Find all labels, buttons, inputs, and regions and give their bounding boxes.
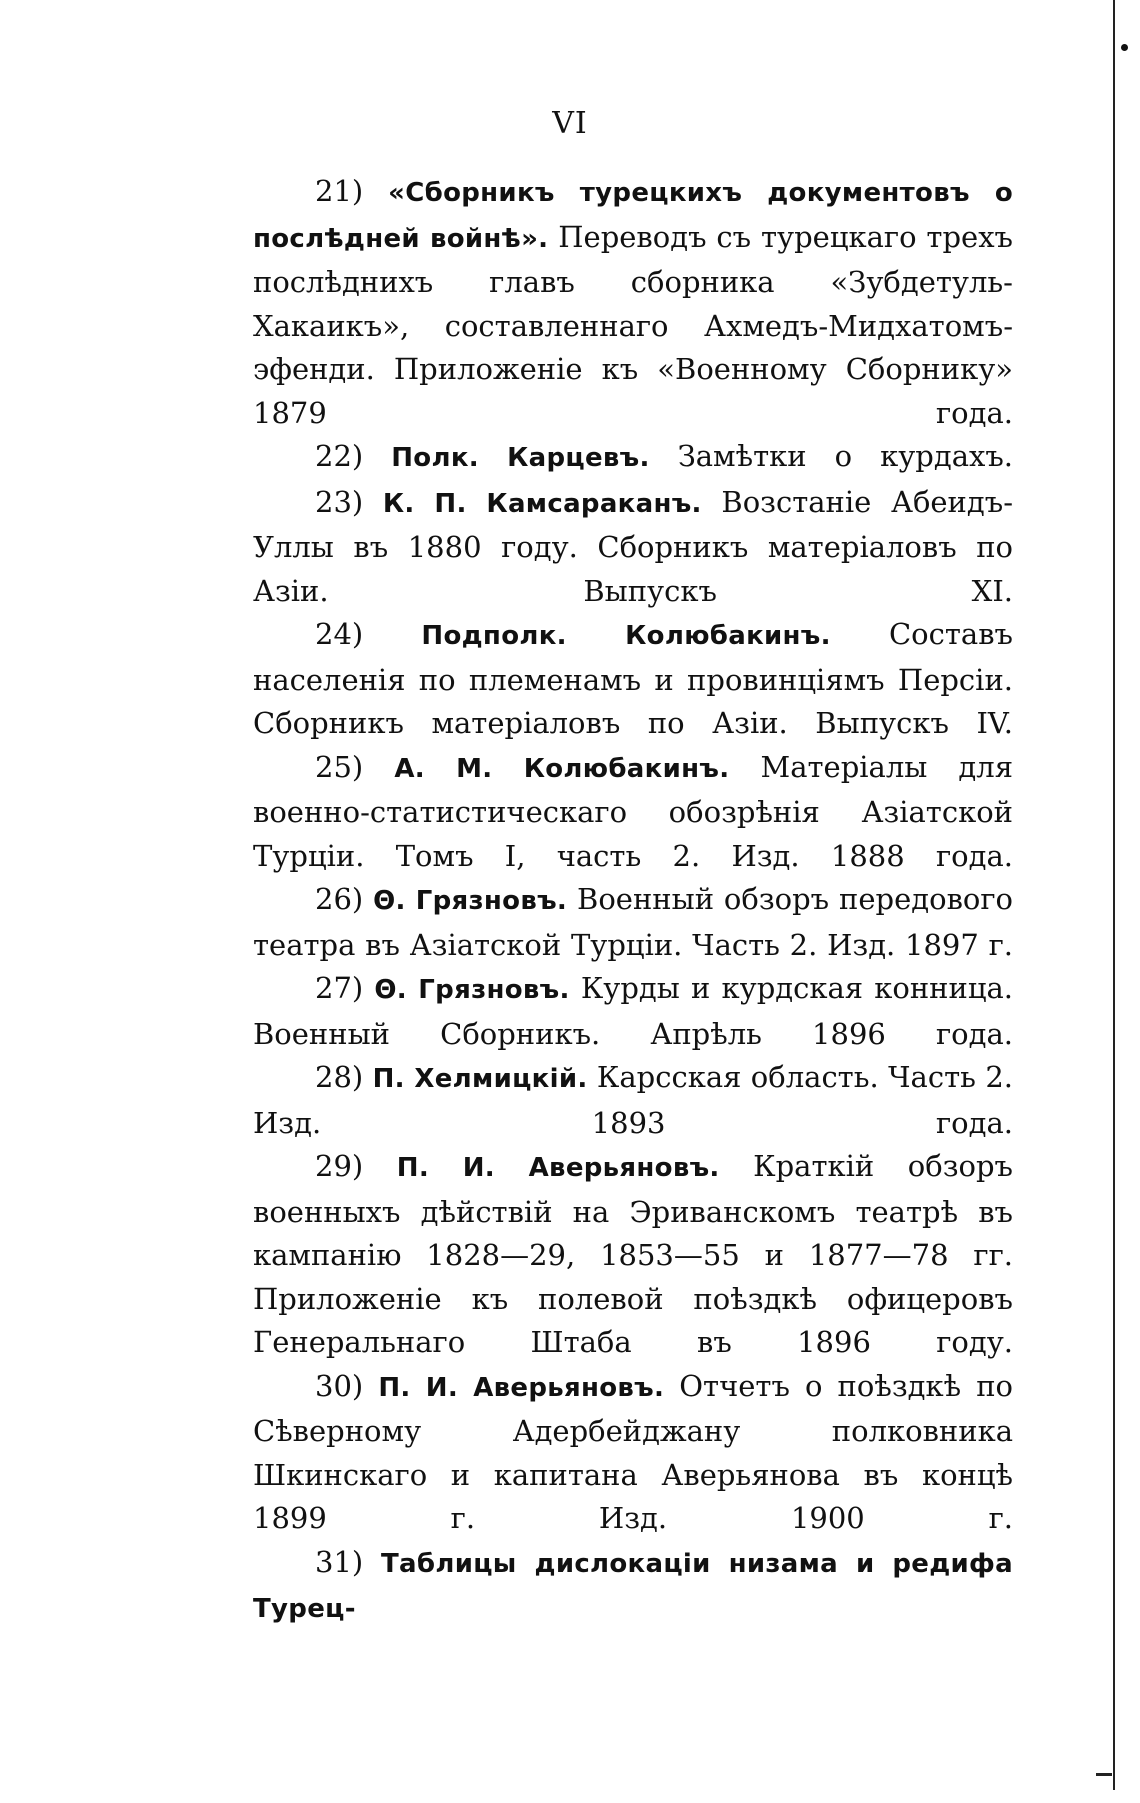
list-item <box>253 878 1013 967</box>
entry-author: Полк. Карцевъ. <box>391 443 650 473</box>
ink-dot <box>1121 44 1128 51</box>
entry-number: 27) <box>315 971 364 1005</box>
entry-text: Военный обзоръ передового театра въ Азiатской Турцiи. Часть 2. Изд. 1897 г. <box>253 882 1014 962</box>
list-item <box>253 170 1013 435</box>
list-item <box>253 1541 1013 1632</box>
entry-number: 28) <box>315 1060 364 1094</box>
entry-author: Θ. Грязновъ. <box>374 975 570 1005</box>
entry-text: Переводъ съ турецкаго трехъ послѣднихъ главъ сборника «Зубдетуль-Хакаикъ», составленнаго Ахмедъ-Мидхатомъ-эфенди. Приложенiе къ «Военному Сборнику» 1879 года. <box>253 219 1013 430</box>
corner-mark <box>1096 1773 1112 1776</box>
entry-number: 26) <box>315 882 364 916</box>
entry-number: 31) <box>315 1544 364 1579</box>
list-item <box>253 481 1013 614</box>
list-item <box>253 1056 1013 1145</box>
entry-text: Матерiалы для военно-статистическаго обозрѣнiя Азiатской Турцiи. Томъ I, часть 2. Изд. 1888 года. <box>253 749 1013 873</box>
list-item <box>253 1145 1013 1365</box>
entry-number: 22) <box>315 439 364 473</box>
entry-number: 25) <box>315 749 364 784</box>
entry-text: Возстанiе Абеидъ-Уллы въ 1880 году. Сборникъ матерiаловъ по Азiи. Выпускъ XI. <box>253 484 1013 608</box>
entry-text: Замѣтки о курдахъ. <box>649 439 1014 473</box>
page-edge-line <box>1113 0 1115 1790</box>
entry-number: 23) <box>315 484 364 519</box>
entry-author: А. М. Колюбакинъ. <box>394 753 730 784</box>
entry-author: П. Хелмицкiй. <box>372 1064 588 1094</box>
entry-number: 21) <box>315 174 364 208</box>
entry-number: 30) <box>315 1368 364 1403</box>
entry-author: «Сборникъ турецкихъ документовъ о послѣдней войнѣ». <box>253 178 1014 254</box>
entry-number: 29) <box>315 1149 364 1183</box>
entry-number: 24) <box>315 617 364 651</box>
entry-author: Таблицы дислокацiи низама и редифа Турец- <box>253 1548 1013 1624</box>
entry-text: Отчетъ о поѣздкѣ по Сѣверному Адербейджану полковника Шкинскаго и капитана Аверьянова въ концѣ 1899 г. Изд. 1900 г. <box>253 1368 1013 1535</box>
entry-text: Карсская область. Часть 2. Изд. 1893 года. <box>253 1060 1013 1140</box>
entry-author: П. И. Аверьяновъ. <box>396 1153 720 1183</box>
list-item <box>253 435 1013 481</box>
list-item <box>253 1365 1013 1541</box>
entry-author: К. П. Камсараканъ. <box>382 488 702 519</box>
page-number: VI <box>552 106 588 141</box>
list-item <box>253 613 1013 746</box>
entry-text: Краткiй обзоръ военныхъ дѣйствiй на Эриванскомъ театрѣ въ кампанiю 1828—29, 1853—55 и 1877—78 гг. Приложенiе къ полевой поѣздкѣ офицеровъ Генеральнаго Штаба въ 1896 году. <box>253 1149 1013 1359</box>
entry-author: Подполк. Колюбакинъ. <box>421 621 831 651</box>
entry-author: П. И. Аверьяновъ. <box>378 1372 665 1403</box>
list-item <box>253 746 1013 879</box>
entry-author: Θ. Грязновъ. <box>373 886 568 916</box>
entry-text: Составъ населенiя по племенамъ и провинцiямъ Персiи. Сборникъ матерiаловъ по Азiи. Выпускъ IV. <box>253 617 1013 740</box>
entry-text: Курды и курдская конница. Военный Сборникъ. Апрѣль 1896 года. <box>253 971 1014 1051</box>
list-item <box>253 967 1013 1056</box>
bibliography-list <box>253 170 1013 1632</box>
